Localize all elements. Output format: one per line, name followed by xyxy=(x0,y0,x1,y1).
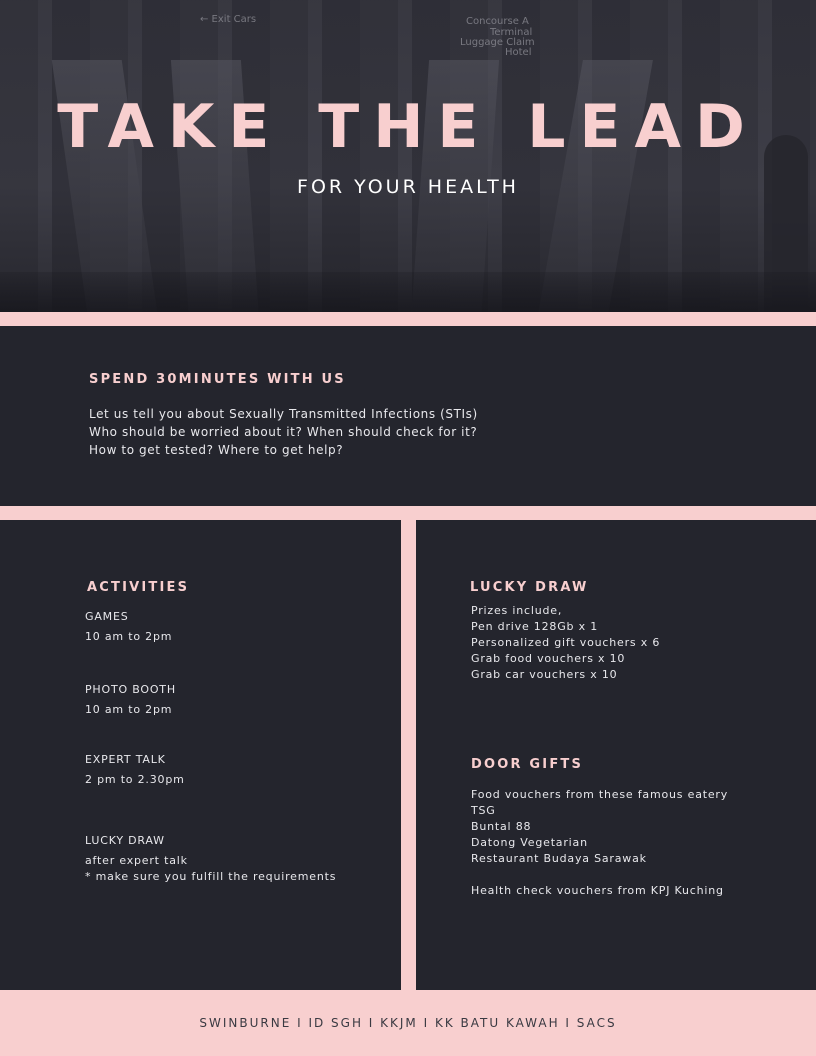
activities-heading: ACTIVITIES xyxy=(87,580,190,595)
activity-detail: 2 pm to 2.30pm xyxy=(85,773,185,786)
door-gifts-heading: DOOR GIFTS xyxy=(471,757,584,772)
prize-line: Prizes include, xyxy=(471,604,563,617)
intro-line: Who should be worried about it? When should check for it? xyxy=(89,425,478,439)
activity-note: * make sure you fulfill the requirements xyxy=(85,870,337,883)
intro-line: How to get tested? Where to get help? xyxy=(89,443,344,457)
intro-panel xyxy=(0,326,816,506)
hotel-sign: Hotel xyxy=(505,47,532,58)
activity-detail: 10 am to 2pm xyxy=(85,703,173,716)
activity-name: EXPERT TALK xyxy=(85,753,166,766)
gift-line: Food vouchers from these famous eatery xyxy=(471,788,729,801)
gift-line: Datong Vegetarian xyxy=(471,836,588,849)
gift-line: Buntal 88 xyxy=(471,820,532,833)
exit-sign: ← Exit Cars xyxy=(200,14,257,25)
activity-name: LUCKY DRAW xyxy=(85,834,165,847)
health-voucher-line: Health check vouchers from KPJ Kuching xyxy=(471,884,724,897)
intro-line: Let us tell you about Sexually Transmitted Infections (STIs) xyxy=(89,407,478,421)
activity-detail: after expert talk xyxy=(85,854,188,867)
concourse-sign: Concourse A xyxy=(466,16,529,27)
gift-line: Restaurant Budaya Sarawak xyxy=(471,852,647,865)
terminal-sign: Terminal xyxy=(490,27,533,38)
hero-banner xyxy=(0,0,816,312)
prizes-panel xyxy=(416,520,816,990)
floor-shadow xyxy=(0,272,816,312)
footer-partners: SWINBURNE I ID SGH I KKJM I KK BATU KAWAH I SACS xyxy=(199,1016,617,1030)
prize-line: Grab car vouchers x 10 xyxy=(471,668,618,681)
prize-line: Pen drive 128Gb x 1 xyxy=(471,620,599,633)
prize-line: Personalized gift vouchers x 6 xyxy=(471,636,661,649)
activity-name: GAMES xyxy=(85,610,129,623)
luggage-sign: Luggage Claim xyxy=(460,37,535,48)
lucky-draw-heading: LUCKY DRAW xyxy=(470,580,589,595)
page-title: TAKE THE LEAD xyxy=(57,92,759,162)
gift-line: TSG xyxy=(471,804,496,817)
intro-heading: SPEND 30MINUTES WITH US xyxy=(89,372,346,387)
activities-panel xyxy=(0,520,401,990)
activity-name: PHOTO BOOTH xyxy=(85,683,176,696)
prize-line: Grab food vouchers x 10 xyxy=(471,652,626,665)
page-subtitle: FOR YOUR HEALTH xyxy=(297,176,519,198)
activity-detail: 10 am to 2pm xyxy=(85,630,173,643)
